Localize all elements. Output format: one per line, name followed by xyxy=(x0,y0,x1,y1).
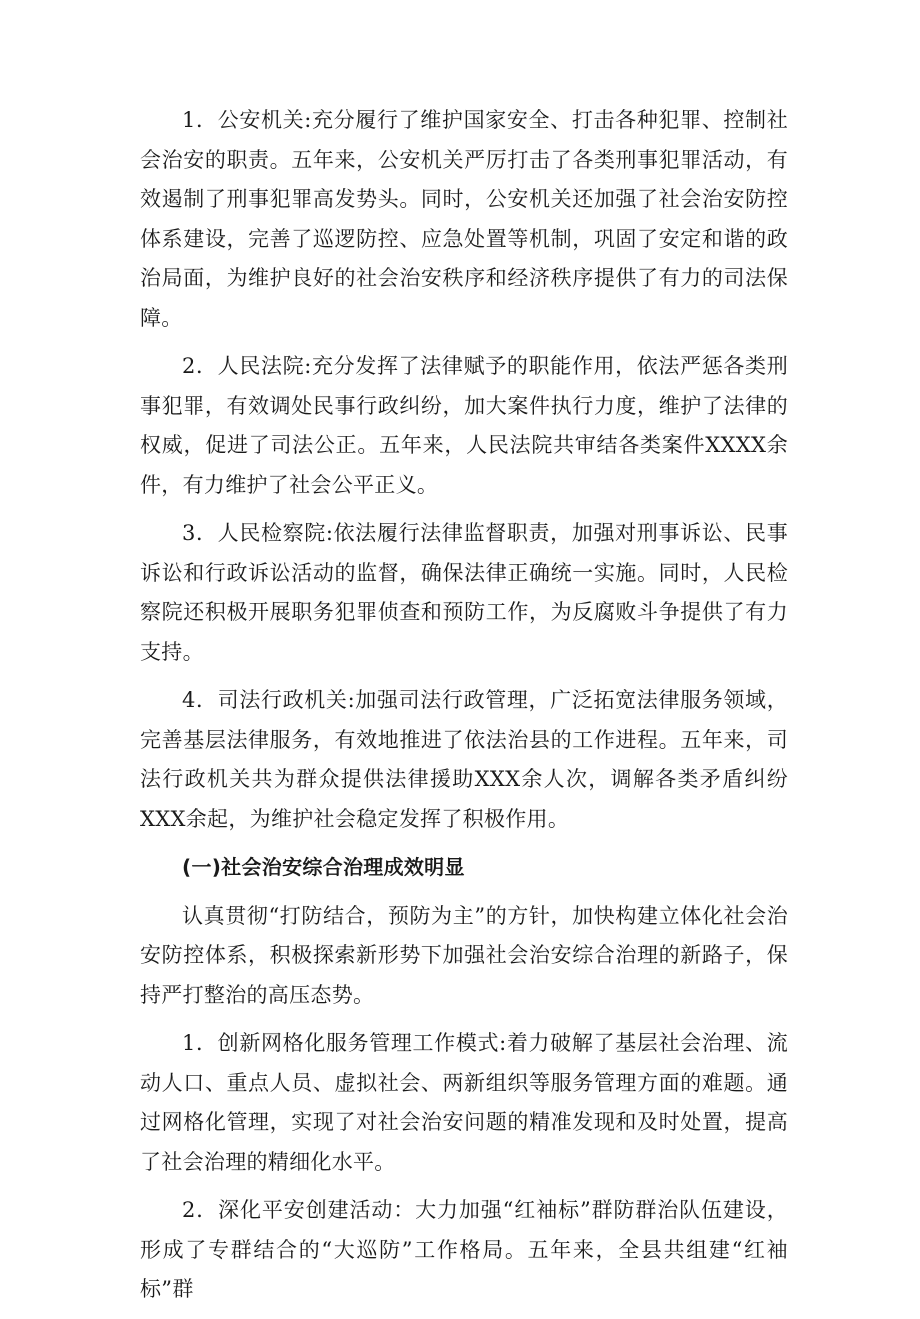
paragraph-procuratorate: 3．人民检察院:依法履行法律监督职责，加强对刑事诉讼、民事诉讼和行政诉讼活动的监督，确保法律正确统一实施。同时，人民检察院还积极开展职务犯罪侦查和预防工作，为反腐败斗争提供了有力支持。 xyxy=(140,521,788,664)
paragraph-peoples-court: 2．人民法院:充分发挥了法律赋予的职能作用，依法严惩各类刑事犯罪，有效调处民事行政纠纷，加大案件执行力度，维护了法律的权威，促进了司法公正。五年来，人民法院共审结各类案件XXXX余件，有力维护了社会公平正义。 xyxy=(140,354,788,497)
paragraph-judicial-administration: 4．司法行政机关:加强司法行政管理，广泛拓宽法律服务领域，完善基层法律服务，有效地推进了依法治县的工作进程。五年来，司法行政机关共为群众提供法律援助XXX余人次，调解各类矛盾纠纷XXX余起，为维护社会稳定发挥了积极作用。 xyxy=(140,688,788,831)
paragraph-public-security: 1．公安机关:充分履行了维护国家安全、打击各种犯罪、控制社会治安的职责。五年来，公安机关严厉打击了各类刑事犯罪活动，有效遏制了刑事犯罪高发势头。同时，公安机关还加强了社会治安防控体系建设，完善了巡逻防控、应急处置等机制，巩固了安定和谐的政治局面，为维护良好的社会治安秩序和经济秩序提供了有力的司法保障。 xyxy=(140,108,788,330)
paragraph-section-intro: 认真贯彻“打防结合，预防为主”的方针，加快构建立体化社会治安防控体系，积极探索新形势下加强社会治安综合治理的新路子，保持严打整治的高压态势。 xyxy=(140,903,788,1007)
paragraph-grid-management: 1．创新网格化服务管理工作模式:着力破解了基层社会治理、流动人口、重点人员、虚拟社会、两新组织等服务管理方面的难题。通过网格化管理，实现了对社会治安问题的精准发现和及时处置，提高了社会治理的精细化水平。 xyxy=(140,1031,788,1174)
document-body xyxy=(140,101,788,1319)
paragraph-safety-campaign: 2．深化平安创建活动：大力加强“红袖标”群防群治队伍建设，形成了专群结合的“大巡防”工作格局。五年来，全县共组建“红袖标”群 xyxy=(140,1198,788,1301)
section-heading: (一)社会治安综合治理成效明显 xyxy=(182,855,465,879)
